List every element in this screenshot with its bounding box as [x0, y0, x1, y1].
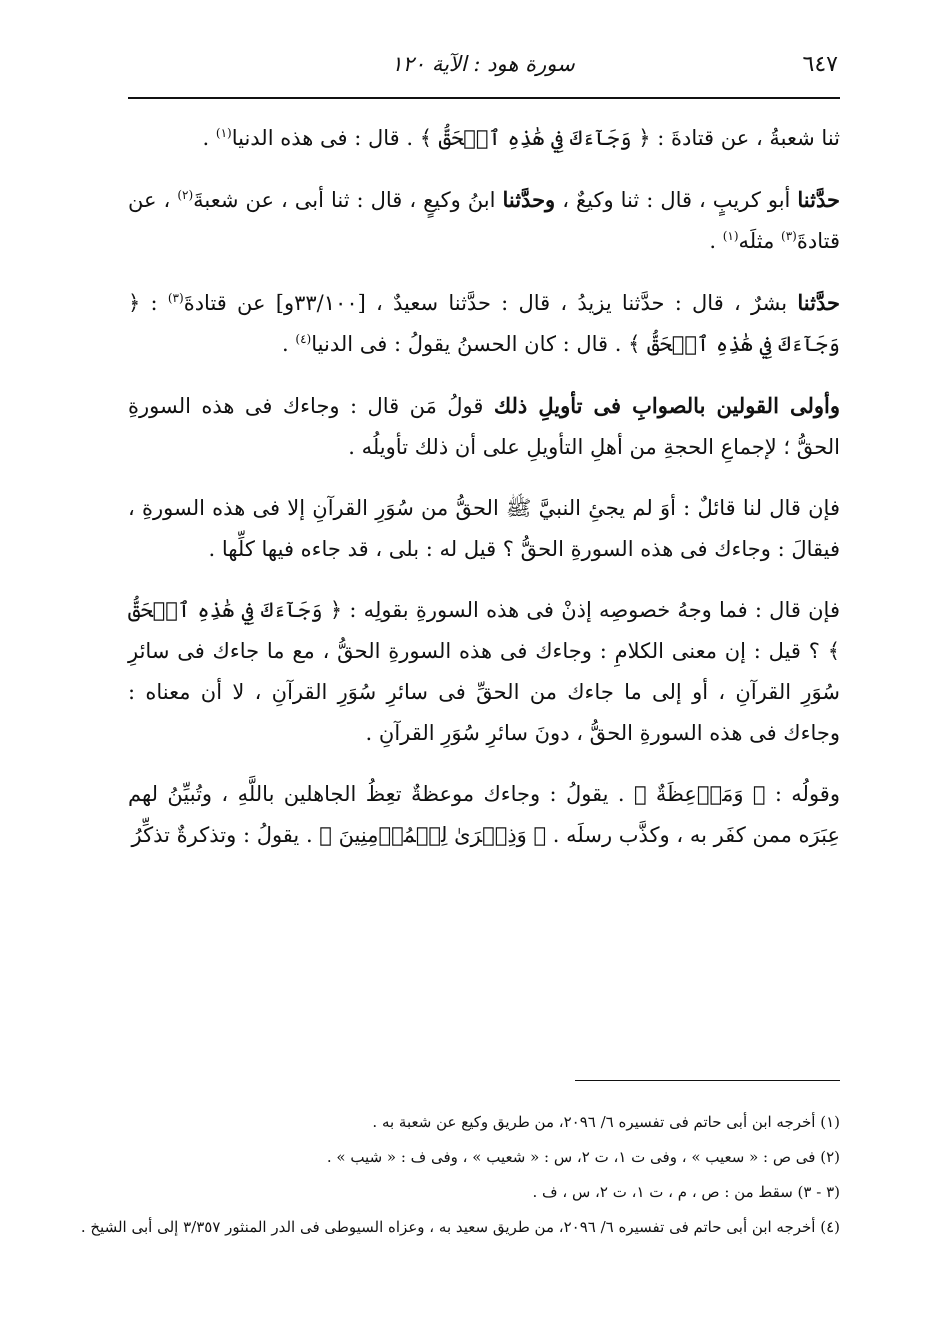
quran-quote: ﴿ وَمَوۡعِظَةٌ ﴾	[633, 782, 766, 806]
paragraph	[128, 488, 840, 570]
text-run: :	[140, 291, 168, 315]
bold-phrase: حدَّثنا	[797, 187, 840, 212]
paragraph	[128, 179, 840, 262]
text-run: ؟ قيل : إن معنى الكلامِ : وجاءك فى هذه السورةِ الحقُّ ، مع ما جاءك فى سائرِ سُوَرِ القرآنِ ، أو إلى ما جاءك من الحقِّ فى سائرِ سُوَرِ القرآنِ ، لا أن معناه : وجاءك فى هذه السورةِ الحقُّ ، دونَ سائرِ سُوَرِ القرآنِ .	[128, 639, 840, 745]
text-run: قولُ مَن قال : وجاءك فى هذه السورةِ الحقُّ ؛ لإجماعِ الحجةِ من أهلِ التأويلِ على أن ذلك تأويلُه .	[128, 394, 840, 459]
quran-quote: ﴿ وَذِكۡرَىٰ لِلۡمُؤۡمِنِينَ ﴾	[319, 823, 547, 847]
text-run: أبو كريبٍ ، قال : ثنا وكيعٌ ،	[555, 188, 798, 212]
paragraph	[128, 385, 840, 468]
text-run: مثلَه	[738, 229, 782, 253]
text-run: فإن قال لنا قائلٌ : أوَ لم يجئِ النبيَّ ﷺ الحقُّ من سُوَرِ القرآنِ إلا فى هذه السورةِ ، فيقالَ : وجاءك فى هذه السورةِ الحقُّ ؟ قيل له : بلى ، قد جاءه فيها كلِّها .	[128, 496, 840, 561]
text-run: فإن قال : فما وجهُ خصوصِه إذنْ فى هذه السورةِ بقولِه :	[342, 598, 840, 622]
footnote-marker: (١)	[722, 229, 739, 243]
paragraph	[128, 118, 840, 159]
main-text	[128, 118, 840, 876]
footnote-marker: (٣)	[167, 291, 184, 305]
quran-quote: ﴿ وَجَآءَكَ فِي هَٰذِهِ ٱلۡحَقُّ ﴾	[419, 126, 651, 150]
text-run: وقولُه :	[765, 782, 840, 806]
footnote-marker: (٢)	[177, 188, 194, 202]
running-head	[128, 52, 838, 92]
footnote-4: (٤) أخرجه ابن أبى حاتم فى تفسيره ٦/ ٢٠٩٦، من طريق سعيد به ، وعزاه السيوطى فى الدر المنثور ٣/٣٥٧ إلى أبى الشيخ .	[80, 1218, 840, 1236]
footnote-1: (١) أخرجه ابن أبى حاتم فى تفسيره ٦/ ٢٠٩٦، من طريق وكيع عن شعبة به .	[372, 1113, 840, 1131]
text-run: ، عن قتادةَ	[128, 188, 840, 253]
footnote-rule	[575, 1080, 840, 1081]
text-run: . يقولُ : وجاءك موعظةٌ تعِظُ الجاهلين باللَّهِ ، وتُبيِّنُ لهم عِبَرَه ممن كفَر به ، وكذَّب رسلَه .	[128, 782, 840, 847]
header-rule	[128, 97, 840, 99]
text-run: .	[709, 229, 723, 253]
text-run: . قال : فى هذه الدنيا	[231, 126, 420, 150]
text-run: .	[282, 332, 296, 356]
text-run: ثنا شعبةُ ، عن قتادةَ :	[650, 126, 840, 150]
text-run: ابنُ وكيعٍ ، قال : ثنا أبى ، عن شعبةَ	[193, 188, 503, 212]
bold-phrase: وحدَّثنا	[502, 187, 556, 212]
text-run: .	[202, 126, 216, 150]
text-run: بشرٌ ، قال : حدَّثنا يزيدُ ، قال : حدَّثنا سعيدٌ ، [٣٣/١٠٠و] عن قتادةَ	[183, 291, 798, 315]
surah-title: سورة هود : الآية ١٢٠	[391, 52, 575, 76]
footnotes	[80, 1105, 840, 1245]
footnote-marker: (٤)	[295, 332, 312, 346]
footnote-marker: (٣)	[781, 229, 797, 243]
quran-quote: ﴿ وَجَآءَكَ فِي هَٰذِهِ ٱلۡحَقُّ ﴾	[128, 598, 840, 663]
quran-quote: ﴿ وَجَآءَكَ فِي هَٰذِهِ ٱلۡحَقُّ ﴾	[128, 291, 840, 356]
bold-phrase: وأولى القولين بالصوابِ فى تأويلِ ذلك	[493, 393, 840, 418]
page-number: ٦٤٧	[802, 52, 838, 77]
paragraph	[128, 774, 840, 856]
paragraph	[128, 590, 840, 754]
footnote-2: (٢) فى ص : « سعيب » ، وفى ت ١، ت ٢، س : « شعيب » ، وفى ف : « شيب » .	[326, 1148, 840, 1166]
text-run: . قال : كان الحسنُ يقولُ : فى الدنيا	[311, 332, 629, 356]
text-run: . يقولُ : وتذكرةٌ تذكِّرُ	[131, 823, 320, 847]
footnote-marker: (١)	[215, 126, 232, 140]
paragraph	[128, 282, 840, 365]
bold-phrase: حدَّثنا	[797, 290, 840, 315]
footnote-3: (٣ - ٣) سقط من : ص ، م ، ت ١، ت ٢، س ، ف .	[532, 1183, 840, 1201]
